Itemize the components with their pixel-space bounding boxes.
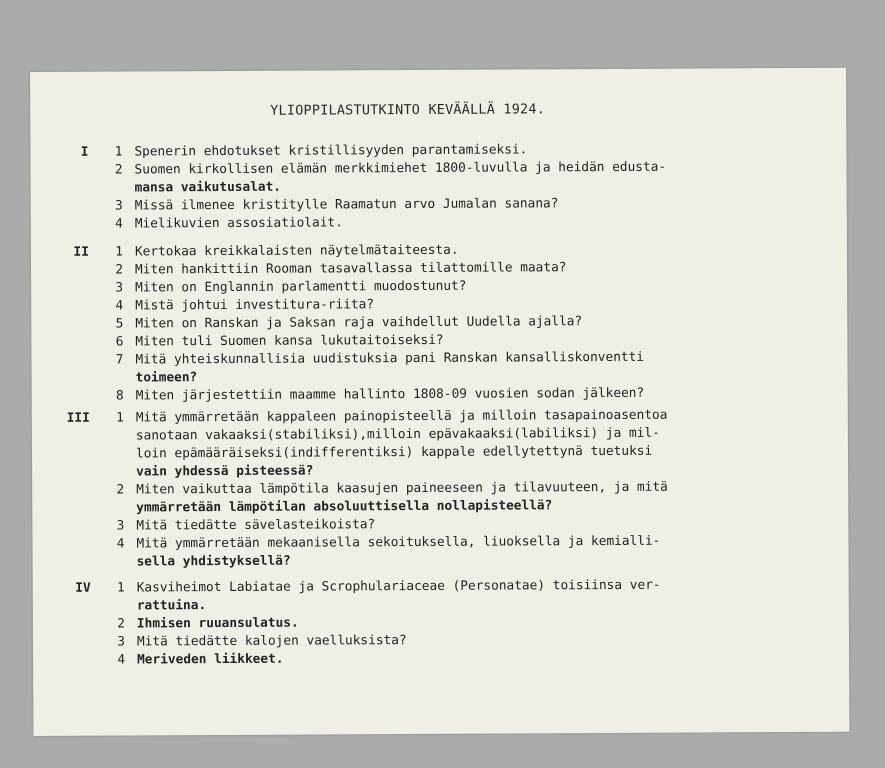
question-text: loin epämääräiseksi(indifferentiksi) kappale edellytettynä tuetuksi <box>135 443 653 462</box>
question-number: 1 <box>116 410 124 426</box>
question-text: Mitä tiedätte sävelasteikoista? <box>136 517 376 534</box>
question-number: 3 <box>115 280 124 296</box>
question-text: Miten hankittiin Rooman tasavallassa tilattomille maata? <box>134 260 567 278</box>
question-number: 3 <box>117 634 126 650</box>
section-numeral: II <box>73 244 89 260</box>
exam-paper <box>30 68 849 736</box>
question-line <box>97 550 837 572</box>
question-text: mansa vaikutusalat. <box>134 179 282 196</box>
question-line <box>96 384 836 406</box>
section-i <box>80 140 834 234</box>
question-number: 8 <box>115 388 124 404</box>
question-text: toimeen? <box>135 370 198 386</box>
question-text: Kasviheimot Labiatae ja Scrophulariaceae (Personatae) toisiinsa ver- <box>136 577 661 596</box>
document-title: YLIOPPILASTUTKINTO KEVÄÄLLÄ 1924. <box>270 101 546 119</box>
question-number: 6 <box>115 334 124 350</box>
question-text: Miten vaikuttaa lämpötila kaasujen paineeseen ja tilavuuteen, ja mitä <box>136 479 668 498</box>
question-text: Mitä ymmärretään mekaanisella sekoituksella, liuoksella ja kemialli- <box>136 533 661 552</box>
question-number: 3 <box>114 198 123 214</box>
section-numeral: IV <box>75 580 91 596</box>
question-text: Ihmisen ruuansulatus. <box>136 615 299 632</box>
question-number: 3 <box>116 518 125 534</box>
question-text: Miten tuli Suomen kansa lukutaitoiseksi? <box>135 332 444 350</box>
question-text: Kertokaa kreikkalaisten näytelmätaiteesta. <box>134 242 459 260</box>
question-number: 1 <box>116 580 125 596</box>
section-iv <box>75 576 837 670</box>
question-text: Meriveden liikkeet. <box>137 651 284 668</box>
question-text: Miten järjestettiin maamme hallinto 1808-09 vuosien sodan jälkeen? <box>135 385 645 404</box>
question-text: ymmärretään lämpötilan absoluuttisella nollapisteellä? <box>136 498 553 516</box>
question-text: Miten on Englannin parlamentti muodostunut? <box>135 278 467 296</box>
question-text: vain yhdessä pisteessä? <box>136 463 314 480</box>
question-number: 7 <box>115 352 124 368</box>
question-text: Mielikuvien assosiatiolait. <box>134 215 343 232</box>
question-number: 4 <box>117 652 126 668</box>
question-text: Mitä ymmärretään kappaleen painopisteellä ja milloin tasapainoasentoa <box>135 407 668 426</box>
question-text: Missä ilmenee kristitylle Raamatun arvo Jumalan sanana? <box>134 196 559 214</box>
question-number: 2 <box>114 162 123 178</box>
question-text: Mistä johtui investitura-riita? <box>135 297 375 314</box>
question-text: sanotaan vakaaksi(stabiliksi),milloin epävakaaksi(labiliksi) ja mil- <box>135 425 660 444</box>
question-line <box>97 648 837 670</box>
question-number: 4 <box>115 298 124 314</box>
question-text: Mitä tiedätte kalojen vaelluksista? <box>136 633 407 650</box>
section-numeral: I <box>80 144 89 160</box>
question-number: 1 <box>114 144 123 160</box>
question-text: sella yhdistyksellä? <box>136 553 291 570</box>
question-text: Suomen kirkollisen elämän merkkimiehet 1800-luvulla ja heidän edusta- <box>134 159 667 178</box>
question-number: 5 <box>115 316 124 332</box>
question-text: Mitä yhteiskunnallisia uudistuksia pani Ranskan kansalliskonventti <box>135 349 645 368</box>
question-number: 1 <box>115 244 123 260</box>
question-number: 2 <box>115 262 124 278</box>
question-number: 4 <box>116 536 125 552</box>
question-number: 2 <box>117 616 125 632</box>
question-text: Miten on Ranskan ja Saksan raja vaihdellut Uudella ajalla? <box>135 314 583 332</box>
section-ii <box>73 240 836 406</box>
question-number: 2 <box>116 482 125 498</box>
question-number: 4 <box>115 216 123 232</box>
section-iii <box>66 406 837 572</box>
question-line <box>95 212 835 234</box>
question-text: Spenerin ehdotukset kristillisyyden parantamiseksi. <box>134 142 528 160</box>
section-numeral: III <box>66 410 90 426</box>
question-text: rattuina. <box>136 598 207 614</box>
